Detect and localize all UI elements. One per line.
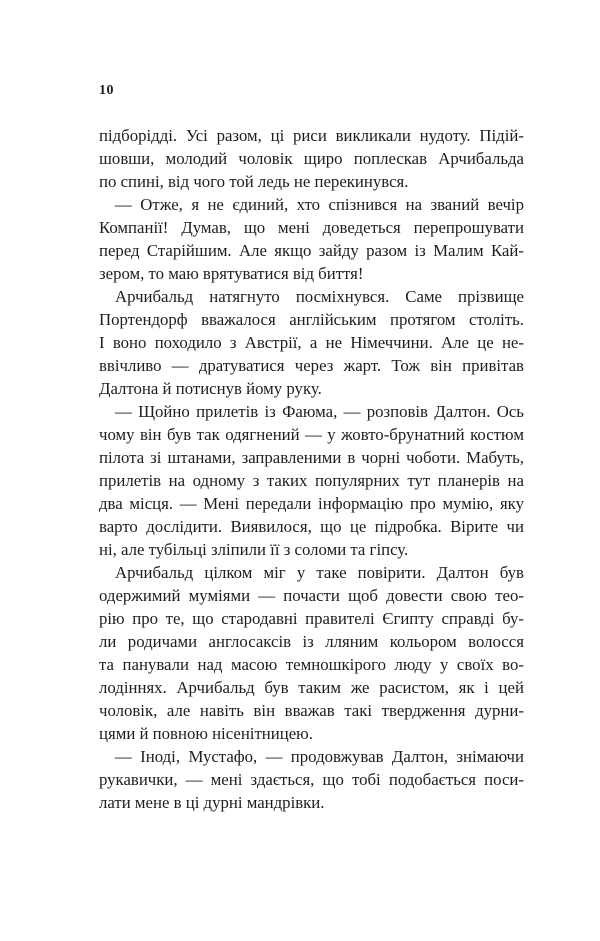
text-line: підборідді. Усі разом, ці риси викликали нудоту. Підій- [99,126,524,145]
text-line: варто дослідити. Виявилося, що це підробка. Вірите чи [99,517,524,536]
text-line: лодіннях. Арчибальд був таким же расистом, як і цей [99,678,524,697]
text-line: перед Старійшим. Але якщо зайду разом із Малим Кай- [99,241,524,260]
text-line: шовши, молодий чоловік щиро поплескав Арчибальда [99,149,524,168]
page-number: 10 [99,83,114,98]
text-line: Портендорф вважалося англійським протягом століть. [99,310,524,329]
paragraph [99,400,524,561]
text-line: Арчибальд натягнуто посміхнувся. Саме прізвище [115,287,524,306]
text-line: ні, але тубільці зліпили її з соломи та гіпсу. [99,540,409,559]
text-line: та панували над масою темношкірого люду у своїх во- [99,655,524,674]
text-line: чоловік, але навіть він вважав такі твердження дурни- [99,701,524,720]
text-line: прилетів на одному з таких популярних тут планерів на [99,471,524,490]
paragraph [99,745,524,814]
text-line: рію про те, що стародавні правителі Єгипту справді бу- [99,609,524,628]
text-line: І воно походило з Австрії, а не Німеччини. Але це не- [99,333,524,352]
text-line: два місця. — Мені передали інформацію про мумію, яку [99,494,524,513]
paragraph [99,193,524,285]
text-line: — Отже, я не єдиний, хто спізнився на званий вечір [115,195,524,214]
text-line: — Щойно прилетів із Фаюма, — розповів Далтон. Ось [115,402,524,421]
text-line: лати мене в ці дурні мандрівки. [99,793,325,812]
text-line: чому він був так одягнений — у жовто-брунатний костюм [99,425,524,444]
text-line: цями й повною нісенітницею. [99,724,313,743]
text-line: одержимий муміями — почасти щоб довести свою тео- [99,586,524,605]
text-line: ли родичами англосаксів із лляним кольором волосся [99,632,524,651]
text-line: ввічливо — дратуватися через жарт. Тож він привітав [99,356,524,375]
paragraph [99,124,524,193]
text-line: пілота зі штанами, заправленими в чорні чоботи. Мабуть, [99,448,524,467]
text-line: — Іноді, Мустафо, — продовжував Далтон, знімаючи [115,747,524,766]
text-line: Арчибальд цілком міг у таке повірити. Далтон був [115,563,524,582]
paragraph [99,561,524,745]
text-line: по спині, від чого той ледь не перекинувся. [99,172,409,191]
text-line: рукавички, — мені здається, що тобі подобається поси- [99,770,524,789]
paragraph [99,285,524,400]
text-line: Далтона й потиснув йому руку. [99,379,322,398]
text-line: Компанії! Думав, що мені доведеться перепрошувати [99,218,524,237]
body-text [99,124,524,814]
text-line: зером, то маю врятуватися від биття! [99,264,364,283]
